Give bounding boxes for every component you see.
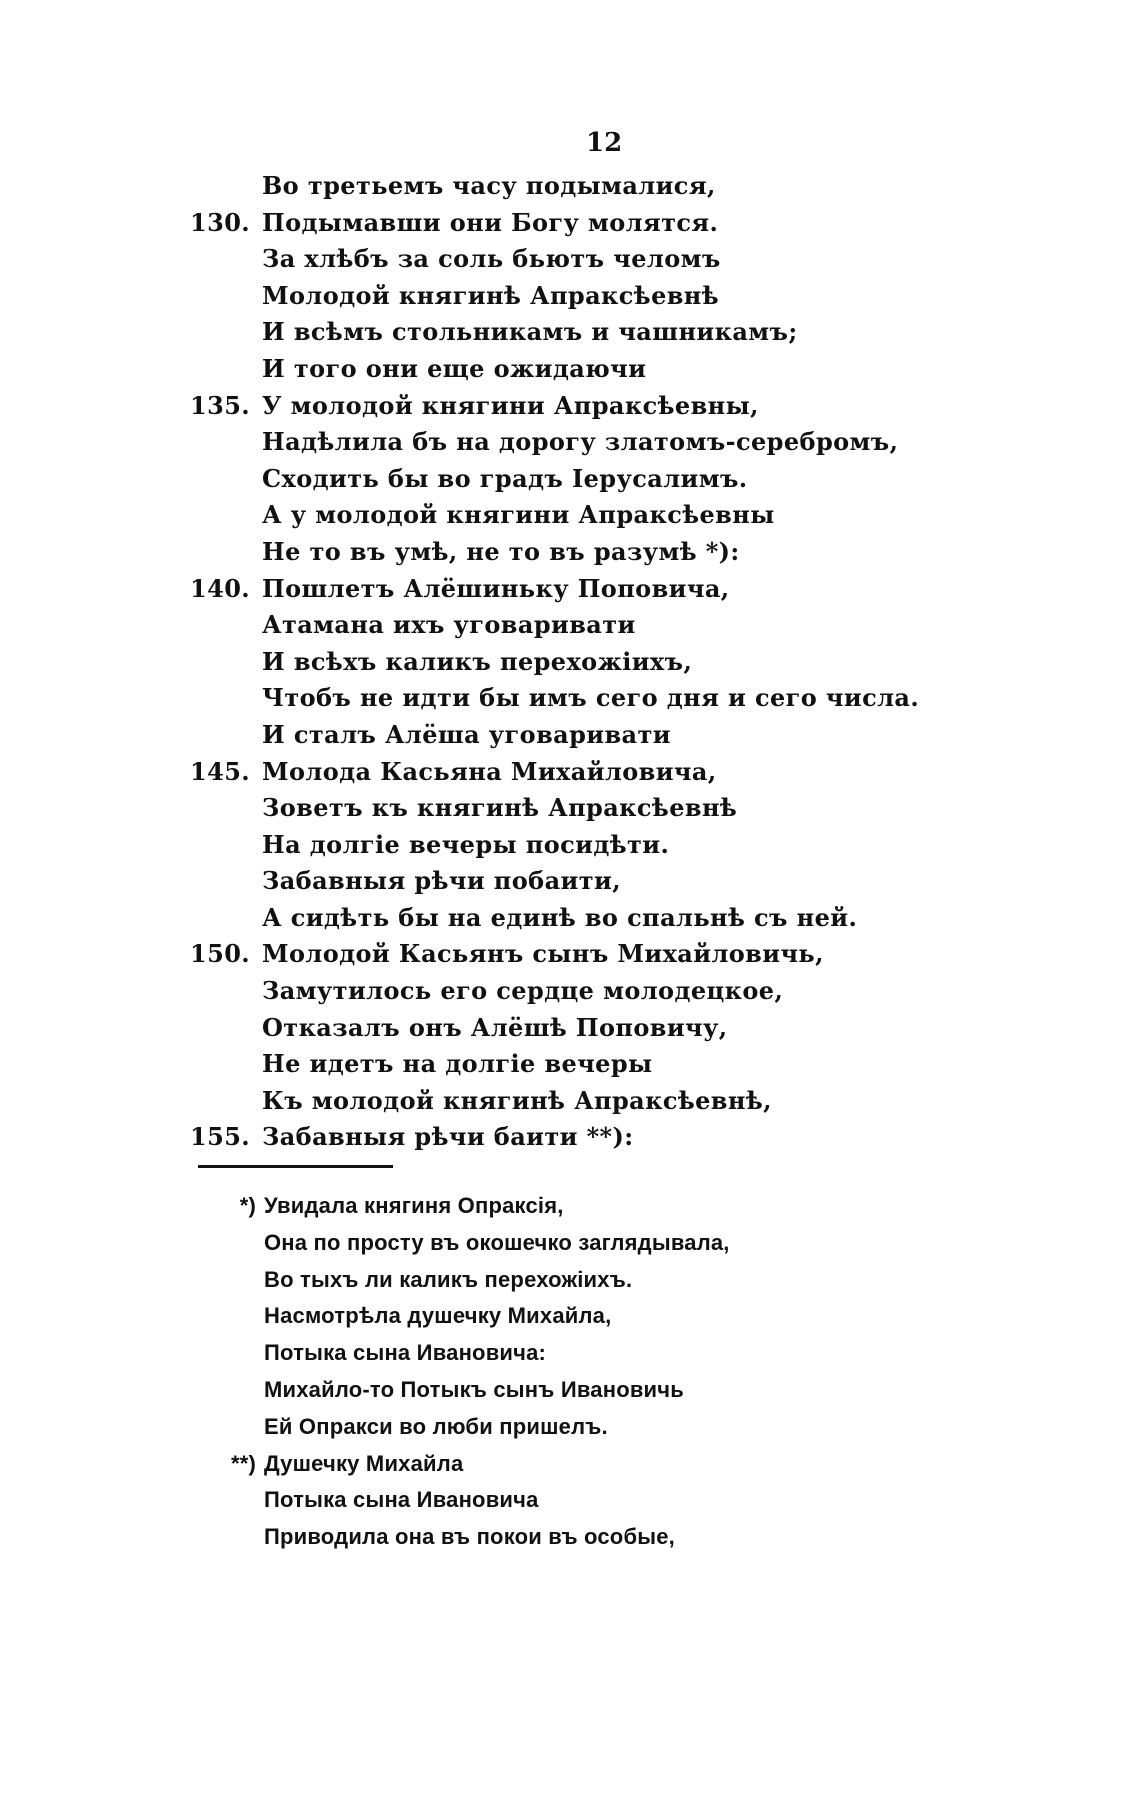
verse-text: Къ молодой княгинѣ Апраксѣевнѣ, [262,1085,772,1115]
footnote-line [200,1225,1080,1262]
footnote-line [200,1446,1080,1483]
line-number: 130. [190,207,251,237]
footnote-line [200,1262,1080,1299]
verse-line [190,936,1090,973]
verse-line [190,1010,1090,1047]
verse-line [190,388,1090,425]
line-number: 150. [190,939,251,969]
verse-line [190,168,1090,205]
footnote-line [200,1372,1080,1409]
footnotes-block [200,1188,1080,1556]
footnote-text: Потыка сына Ивановича [264,1487,539,1513]
verse-line [190,827,1090,864]
verse-text: Пошлетъ Алёшиньку Поповича, [262,573,730,603]
verse-line [190,424,1090,461]
footnote-line [200,1409,1080,1446]
verse-line [190,314,1090,351]
verse-line [190,607,1090,644]
verse-line [190,900,1090,937]
line-number: 140. [190,573,251,603]
footnote-text: Во тыхъ ли каликъ перехожіихъ. [264,1266,633,1292]
footnote-text: Приводила она въ покои въ особые, [264,1524,675,1550]
verse-text: За хлѣбъ за соль бьютъ челомъ [262,244,721,274]
verse-text: А сидѣть бы на единѣ во спальнѣ съ ней. [262,902,858,932]
footnote-text: Ей Опракси во люби пришелъ. [264,1413,608,1439]
verse-line [190,717,1090,754]
verse-text: Зоветъ къ княгинѣ Апраксѣевнѣ [262,793,738,823]
verse-text: Сходить бы во градъ Іерусалимъ. [262,463,748,493]
footnote-text: Михайло-то Потыкъ сынъ Ивановичь [264,1376,684,1402]
verse-text: Отказалъ онъ Алёшѣ Поповичу, [262,1012,728,1042]
verse-text: И сталъ Алёша уговаривати [262,719,671,749]
verse-text: Забавныя рѣчи баити **): [262,1122,634,1152]
verse-line [190,534,1090,571]
line-number: 135. [190,390,251,420]
verse-line [190,1119,1090,1156]
footnote-mark: **) [230,1450,256,1476]
verse-text: Не идетъ на долгіе вечеры [262,1049,653,1079]
footnote-text: Потыка сына Ивановича: [264,1340,547,1366]
verse-block [190,168,1090,1156]
footnote-text: Душечку Михайла [264,1450,464,1476]
verse-line [190,241,1090,278]
verse-text: И всѣмъ стольникамъ и чашникамъ; [262,317,798,347]
line-number: 155. [190,1122,251,1152]
footnote-text: Она по просту въ окошечко заглядывала, [264,1229,730,1255]
footnote-text: Увидала княгиня Опраксія, [264,1193,564,1218]
footnote-line [200,1519,1080,1556]
verse-text: Молодой княгинѣ Апраксѣевнѣ [262,280,720,310]
verse-line [190,863,1090,900]
footnote-line [200,1298,1080,1335]
footnote-text: Насмотрѣла душечку Михайла, [264,1303,612,1329]
verse-line [190,205,1090,242]
verse-line [190,644,1090,681]
verse-text: Замутилось его сердце молодецкое, [262,976,784,1006]
page-number: 12 [586,128,623,158]
verse-text: Надѣлила бъ на дорогу златомъ-серебромъ, [262,427,899,457]
verse-line [190,351,1090,388]
verse-line [190,1046,1090,1083]
footnote-mark: *) [239,1193,256,1218]
verse-line [190,278,1090,315]
verse-text: И всѣхъ каликъ перехожіихъ, [262,646,693,676]
verse-text: Во третьемъ часу подымалися, [262,171,716,200]
footnote-line [200,1482,1080,1519]
verse-text: И того они еще ожидаючи [262,353,647,383]
verse-line [190,571,1090,608]
verse-text: Забавныя рѣчи побаити, [262,866,621,896]
verse-text: Не то въ умѣ, не то въ разумѣ *): [262,536,740,566]
footnote-line [200,1188,1080,1225]
verse-line [190,680,1090,717]
verse-line [190,461,1090,498]
verse-line [190,973,1090,1010]
line-number: 145. [190,756,251,786]
verse-line [190,754,1090,791]
verse-text: Подымавши они Богу молятся. [262,207,719,237]
verse-text: У молодой княгини Апраксѣевны, [262,390,759,420]
verse-line [190,790,1090,827]
verse-line [190,497,1090,534]
footnote-line [200,1335,1080,1372]
verse-text: Атамана ихъ уговаривати [262,610,636,640]
verse-text: Молодой Касьянъ сынъ Михайловичь, [262,939,824,969]
verse-text: На долгіе вечеры посидѣти. [262,829,670,859]
verse-line [190,1083,1090,1120]
verse-text: Молода Касьяна Михайловича, [262,756,717,786]
verse-text: Чтобъ не идти бы имъ сего дня и сего числа. [262,683,920,713]
footnote-divider [198,1165,393,1168]
verse-text: А у молодой княгини Апраксѣевны [262,500,775,530]
